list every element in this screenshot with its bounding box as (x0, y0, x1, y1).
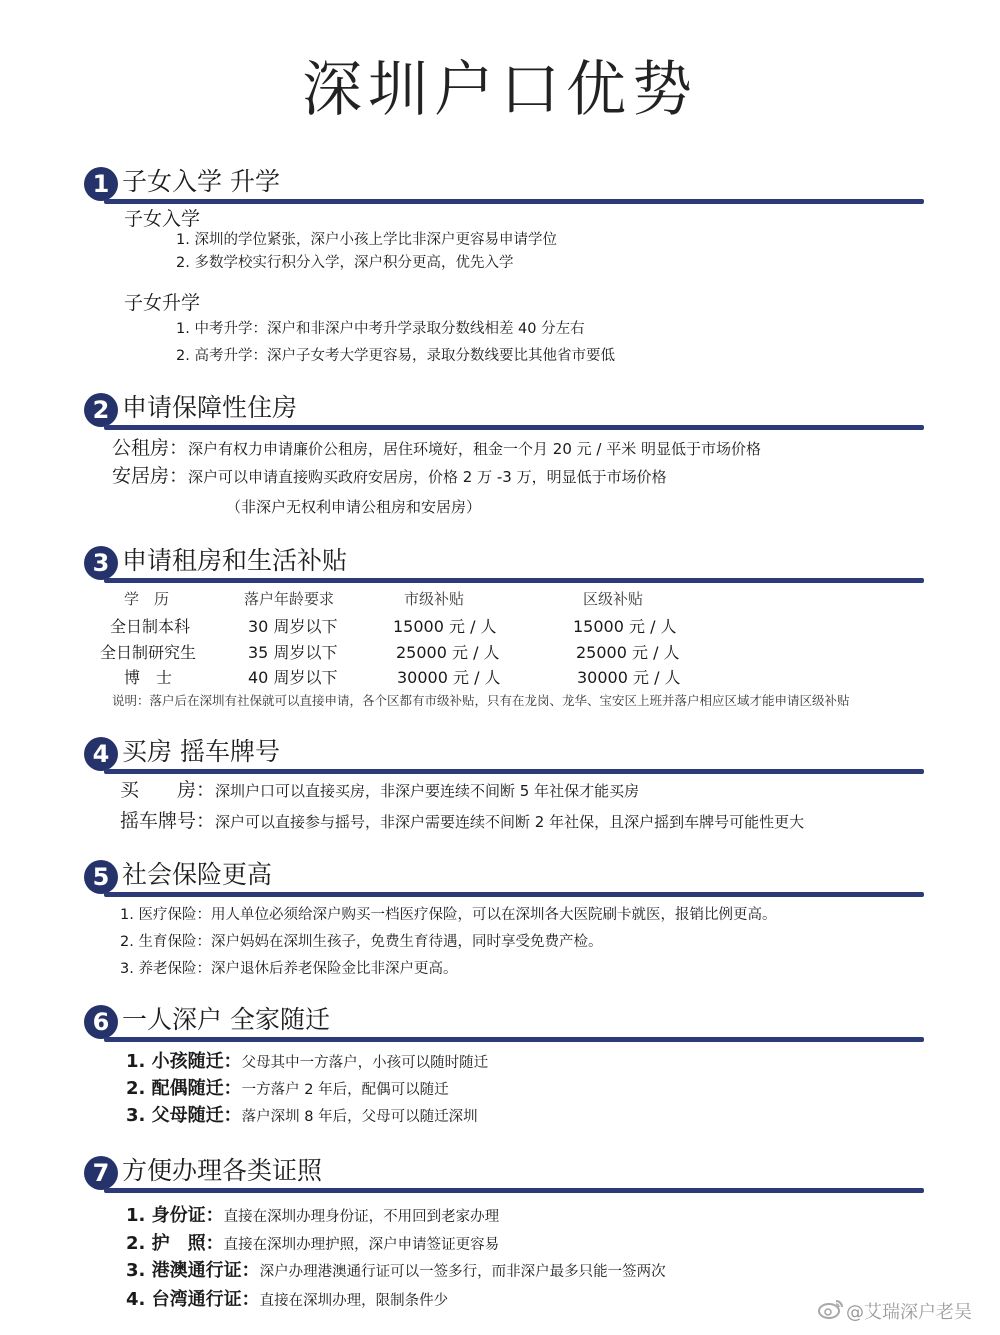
row-text: 落户深圳 8 年后，父母可以随迁深圳 (241, 1109, 478, 1125)
row-label: 公租房： (112, 437, 189, 459)
section-number-badge: 5 (84, 860, 118, 894)
section-divider (104, 425, 924, 430)
table-cell: 25000 元 / 人 (396, 643, 500, 662)
row-label: 4. 台湾通行证： (126, 1289, 260, 1310)
table-cell: 35 周岁以下 (248, 643, 338, 662)
watermark-text: @艾瑞深户老吴 (846, 1302, 972, 1323)
list-item: 1. 深圳的学位紧张，深户小孩上学比非深户更容易申请学位 (176, 232, 557, 248)
table-header: 落户年龄要求 (244, 590, 335, 608)
table-header: 区级补贴 (583, 590, 644, 608)
document-row (126, 1201, 499, 1227)
table-cell: 40 周岁以下 (248, 668, 338, 687)
section-6-header (84, 1002, 924, 1042)
section-title: 子女入学 升学 (122, 167, 280, 196)
housing-row-public-rental (112, 433, 761, 460)
section-divider (104, 1037, 924, 1042)
row-text: 深户可以申请直接购买政府安居房，价格 2 万 -3 万，明显低于市场价格 (188, 468, 667, 486)
section-number-badge: 7 (84, 1156, 118, 1190)
section-divider (104, 892, 924, 897)
section-divider (104, 1188, 924, 1193)
family-row (126, 1101, 478, 1127)
row-label: 2. 护 照： (126, 1233, 224, 1254)
table-cell: 全日制本科 (110, 617, 191, 636)
list-item: 2. 高考升学：深户子女考大学更容易，录取分数线要比其他省市要低 (176, 348, 615, 364)
section-5-header (84, 857, 924, 897)
section-1-header (84, 164, 924, 204)
list-item: 1. 中考升学：深户和非深户中考升学录取分数线相差 40 分左右 (176, 321, 585, 337)
property-row (120, 775, 639, 802)
row-label: 2. 配偶随迁： (126, 1078, 242, 1099)
table-header: 学 历 (124, 590, 170, 608)
section-4-header (84, 734, 924, 774)
license-plate-row (120, 806, 804, 833)
table-cell: 全日制研究生 (100, 643, 197, 662)
section-number-badge: 6 (84, 1005, 118, 1039)
document-row (126, 1229, 499, 1255)
list-item: 1. 医疗保险：用人单位必须给深户购买一档医疗保险，可以在深圳各大医院刷卡就医，报销比例更高。 (120, 907, 777, 923)
table-cell: 30000 元 / 人 (397, 668, 501, 687)
row-text: 深圳户口可以直接买房，非深户要连续不间断 5 年社保才能买房 (215, 782, 640, 800)
row-label: 1. 小孩随迁： (126, 1051, 242, 1072)
section-title: 一人深户 全家随迁 (122, 1005, 330, 1034)
section-number-badge: 2 (84, 393, 118, 427)
section-number-badge: 1 (84, 167, 118, 201)
document-row (126, 1256, 666, 1282)
section-divider (104, 199, 924, 204)
table-cell: 博 士 (124, 668, 173, 687)
section-note: （非深户无权利申请公租房和安居房） (226, 498, 482, 516)
section-title: 社会保险更高 (122, 860, 273, 889)
section-title: 买房 摇车牌号 (122, 737, 280, 766)
section-number-badge: 3 (84, 546, 118, 580)
family-row (126, 1074, 449, 1100)
row-label: 安居房： (112, 465, 189, 487)
table-cell: 15000 元 / 人 (393, 617, 497, 636)
section-number-badge: 4 (84, 737, 118, 771)
table-header: 市级补贴 (404, 590, 465, 608)
page-title: 深圳户口优势 (302, 55, 698, 125)
row-text: 父母其中一方落户，小孩可以随时随迁 (241, 1055, 489, 1071)
row-label: 3. 父母随迁： (126, 1105, 242, 1126)
housing-row-affordable (112, 461, 667, 488)
section-title: 申请保障性住房 (122, 393, 298, 422)
row-text: 直接在深圳办理护照，深户申请签证更容易 (223, 1237, 500, 1253)
family-row (126, 1047, 488, 1073)
section-3-header (84, 543, 924, 583)
section-title: 申请租房和生活补贴 (122, 546, 348, 575)
section-divider (104, 769, 924, 774)
list-item: 3. 养老保险：深户退休后养老保险金比非深户更高。 (120, 961, 458, 977)
section-2-header (84, 390, 924, 430)
row-label: 1. 身份证： (126, 1205, 224, 1226)
list-item: 2. 生育保险：深户妈妈在深圳生孩子，免费生育待遇，同时享受免费产检。 (120, 934, 603, 950)
list-item: 2. 多数学校实行积分入学，深户积分更高，优先入学 (176, 255, 514, 271)
row-text: 深户有权力申请廉价公租房，居住环境好，租金一个月 20 元 / 平米 明显低于市场价格 (188, 440, 762, 458)
row-text: 直接在深圳办理身份证，不用回到老家办理 (223, 1209, 500, 1225)
row-label: 摇车牌号： (120, 810, 216, 832)
table-cell: 15000 元 / 人 (573, 617, 677, 636)
section-7-header (84, 1153, 924, 1193)
row-text: 一方落户 2 年后，配偶可以随迁 (241, 1082, 449, 1098)
row-label: 买 房： (120, 779, 216, 801)
table-cell: 30 周岁以下 (248, 617, 338, 636)
row-text: 深户可以直接参与摇号，非深户需要连续不间断 2 年社保，且深户摇到车牌号可能性更大 (215, 813, 805, 831)
section-note: 说明：落户后在深圳有社保就可以直接申请，各个区都有市级补贴，只有在龙岗、龙华、宝安区上班并落户相应区域才能申请区级补贴 (112, 693, 850, 708)
table-cell: 25000 元 / 人 (576, 643, 680, 662)
section-divider (104, 578, 924, 583)
row-text: 深户办理港澳通行证可以一签多行，而非深户最多只能一签两次 (259, 1264, 666, 1280)
row-text: 直接在深圳办理，限制条件少 (259, 1293, 449, 1309)
subsection-heading: 子女入学 (124, 208, 201, 230)
section-title: 方便办理各类证照 (122, 1156, 323, 1185)
table-cell: 30000 元 / 人 (577, 668, 681, 687)
document-row (126, 1285, 448, 1311)
subsection-heading: 子女升学 (124, 292, 201, 314)
row-label: 3. 港澳通行证： (126, 1260, 260, 1281)
weibo-icon (818, 1298, 844, 1320)
